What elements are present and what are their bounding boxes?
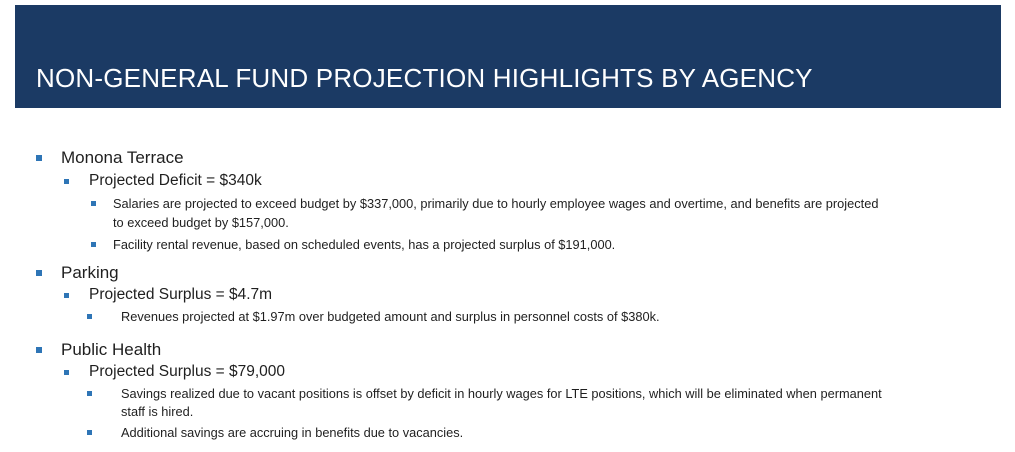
detail-text: Additional savings are accruing in benefits due to vacancies. [121, 425, 464, 440]
bullet-icon [91, 201, 96, 206]
agency-name: Parking [61, 263, 119, 282]
bullet-icon [87, 314, 92, 319]
detail-text: to exceed budget by $157,000. [113, 215, 289, 230]
bullet-icon [87, 430, 92, 435]
bullet-icon [64, 370, 69, 375]
bullet-icon [64, 179, 69, 184]
detail-text: Facility rental revenue, based on scheduled events, has a projected surplus of $191,000. [113, 237, 616, 252]
summary-text: Projected Surplus = $79,000 [89, 363, 286, 380]
detail-text: Salaries are projected to exceed budget by $337,000, primarily due to hourly employee wages and overtime, and benefits are projected [113, 196, 879, 211]
bullet-icon [36, 155, 42, 161]
bullet-icon [36, 270, 42, 276]
agency-name: Public Health [61, 340, 162, 359]
detail-text: Savings realized due to vacant positions is offset by deficit in hourly wages for LTE positions, which will be eliminated when permanent [121, 386, 882, 401]
agency-name: Monona Terrace [61, 148, 184, 167]
detail-text: staff is hired. [121, 404, 194, 419]
slide-title: NON-GENERAL FUND PROJECTION HIGHLIGHTS BY AGENCY [36, 63, 813, 93]
detail-text: Revenues projected at $1.97m over budgeted amount and surplus in personnel costs of $380k. [121, 309, 660, 324]
bullet-icon [64, 293, 69, 298]
bullet-icon [87, 391, 92, 396]
bullet-icon [91, 242, 96, 247]
bullet-icon [36, 347, 42, 353]
summary-text: Projected Deficit = $340k [89, 172, 262, 189]
summary-text: Projected Surplus = $4.7m [89, 286, 273, 303]
